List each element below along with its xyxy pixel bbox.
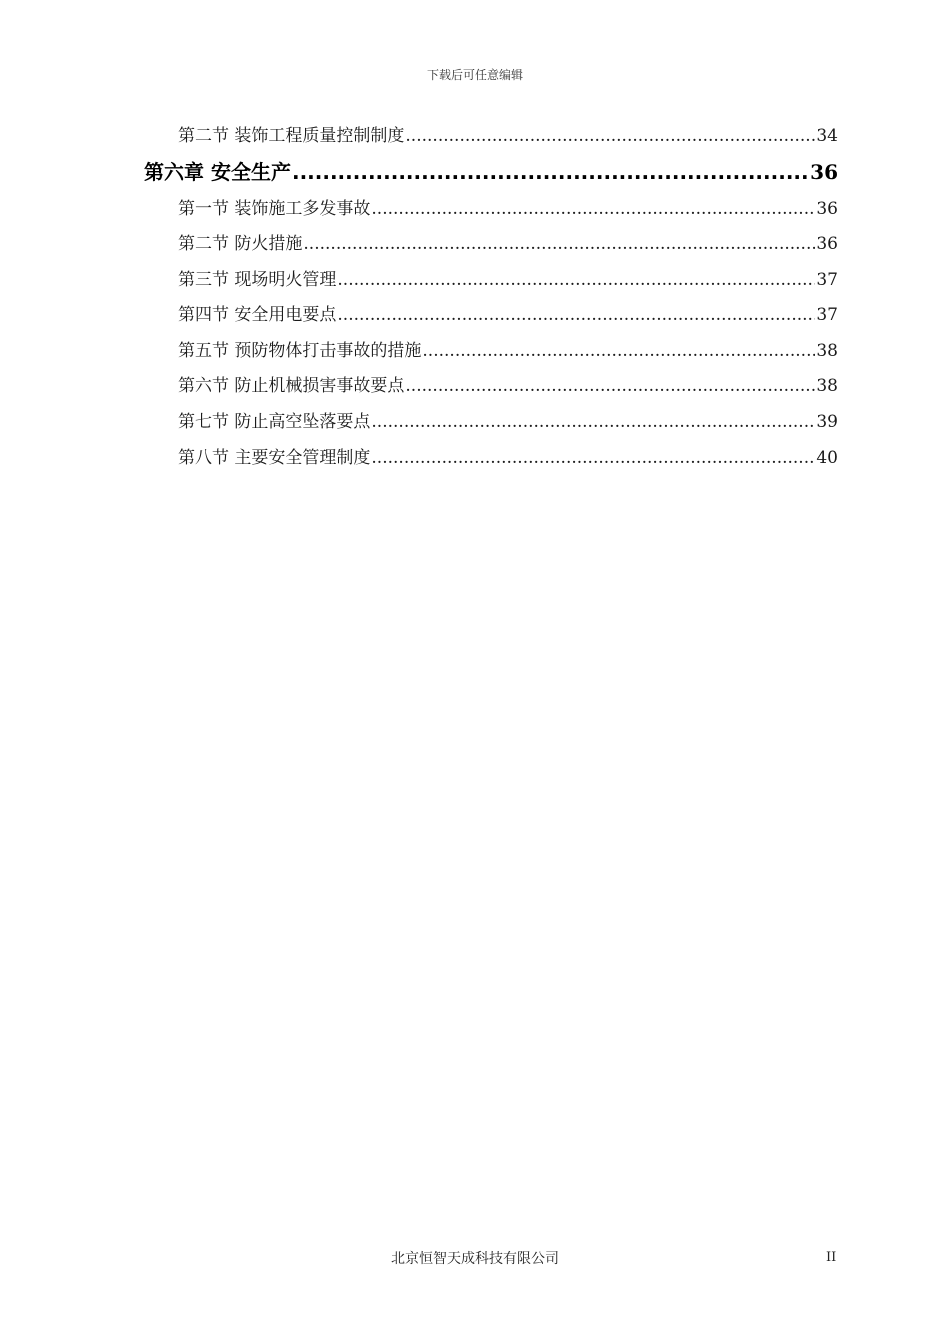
footer-page-number: II	[826, 1250, 837, 1265]
toc-entry-title: 第四节 安全用电要点	[178, 305, 337, 325]
toc-entry-page: 38	[816, 341, 838, 361]
toc-dot-leader	[292, 158, 809, 186]
toc-chapter-entry[interactable]	[144, 158, 838, 186]
toc-entry-page: 38	[816, 376, 838, 396]
toc-entry[interactable]	[178, 339, 838, 363]
toc-entry-page: 37	[816, 270, 838, 290]
footer-company-name: 北京恒智天成科技有限公司	[391, 1251, 559, 1267]
toc-entry-title: 第二节 装饰工程质量控制制度	[178, 126, 405, 146]
toc-dot-leader	[405, 124, 815, 148]
toc-dot-leader	[371, 410, 815, 434]
toc-chapter-page: 36	[810, 160, 838, 184]
toc-entry-title: 第三节 现场明火管理	[178, 270, 337, 290]
toc-entry-page: 40	[816, 448, 838, 468]
toc-entry-title: 第八节 主要安全管理制度	[178, 448, 371, 468]
toc-entry-title: 第六节 防止机械损害事故要点	[178, 376, 405, 396]
toc-entry[interactable]	[178, 410, 838, 434]
toc-entry[interactable]	[178, 446, 838, 470]
toc-entry[interactable]	[178, 303, 838, 327]
toc-entry-page: 36	[816, 234, 838, 254]
toc-entry-page: 39	[816, 412, 838, 432]
toc-entry[interactable]	[178, 197, 838, 221]
toc-dot-leader	[371, 446, 815, 470]
toc-entry-page: 34	[816, 126, 838, 146]
toc-entry-page: 37	[816, 305, 838, 325]
toc-entry[interactable]	[178, 124, 838, 148]
toc-entry-page: 36	[816, 199, 838, 219]
toc-entry[interactable]	[178, 232, 838, 256]
toc-dot-leader	[337, 303, 815, 327]
toc-entry-title: 第一节 装饰施工多发事故	[178, 199, 371, 219]
toc-dot-leader	[405, 374, 815, 398]
toc-entry-title: 第七节 防止高空坠落要点	[178, 412, 371, 432]
toc-chapter-title: 第六章 安全生产	[144, 160, 291, 184]
toc-dot-leader	[422, 339, 815, 363]
page-header-note: 下载后可任意编辑	[426, 68, 523, 82]
toc-dot-leader	[337, 268, 815, 292]
toc-dot-leader	[371, 197, 815, 221]
toc-entry[interactable]	[178, 374, 838, 398]
toc-dot-leader	[303, 232, 815, 256]
toc-entry[interactable]	[178, 268, 838, 292]
toc-entry-title: 第二节 防火措施	[178, 234, 303, 254]
toc-entry-title: 第五节 预防物体打击事故的措施	[178, 341, 422, 361]
